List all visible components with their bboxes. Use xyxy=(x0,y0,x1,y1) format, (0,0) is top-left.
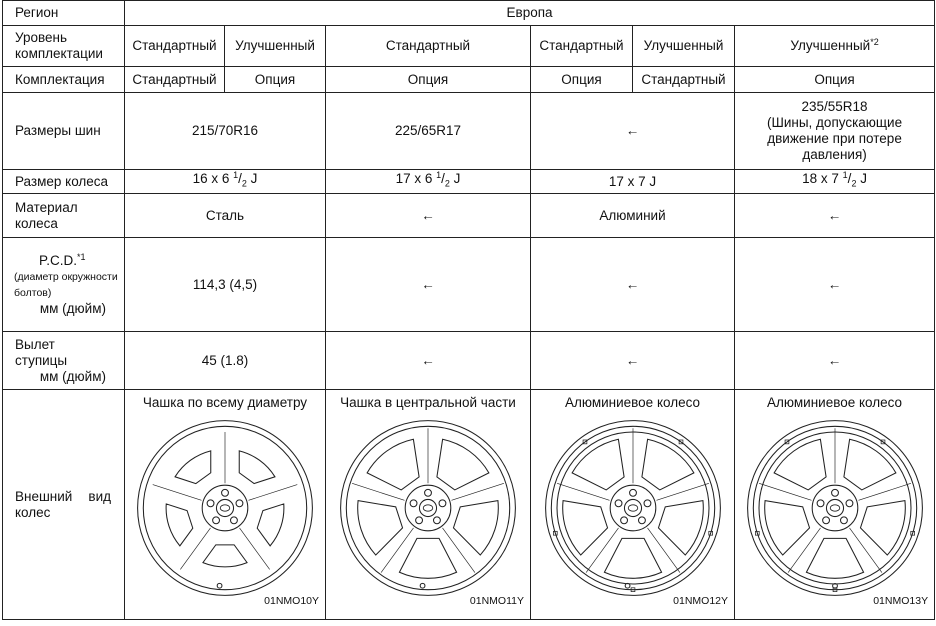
pcd-cell: ← xyxy=(735,238,935,332)
offset-title: Вылет ступицы xyxy=(15,336,68,368)
tire-size-cell: 215/70R16 xyxy=(125,93,326,170)
row-tire-size xyxy=(3,93,935,170)
tire-size-note: (Шины, допускающие движение при потере давления) xyxy=(766,115,903,162)
level-cell: Улучшенный xyxy=(633,26,735,67)
fraction-denominator: 2 xyxy=(444,178,450,189)
level-cell: Стандартный xyxy=(125,26,225,67)
wheel-lug-nut xyxy=(410,500,417,507)
row-appearance xyxy=(3,390,935,620)
wheel-spoke-window xyxy=(658,501,703,555)
wheel-spoke-line xyxy=(759,483,811,500)
row-level xyxy=(3,26,935,67)
wheel-label: Алюминиевое колесо xyxy=(767,395,903,410)
equipment-cell: Стандартный xyxy=(633,67,735,93)
fraction-numerator: 1 xyxy=(842,170,848,181)
material-cell: ← xyxy=(326,194,531,238)
wheel-valve xyxy=(217,583,222,588)
wheel-size-cell: 16 x 6 $^1/_2$ J xyxy=(125,170,326,194)
region-label: Регион xyxy=(3,1,125,26)
wheel-spoke-line xyxy=(858,483,910,500)
wheel-lug-nut xyxy=(207,500,214,507)
pcd-description: (диаметр окружности болтов) xyxy=(14,270,118,299)
wheel-spoke-line xyxy=(248,485,297,501)
wheel-spoke-window xyxy=(572,439,624,490)
wheel-label: Алюминиевое колесо xyxy=(564,395,701,410)
level-value: Улучшенный xyxy=(790,38,871,53)
wheel-spoke-line xyxy=(788,528,820,573)
region-value: Европа xyxy=(125,1,935,26)
pcd-unit: мм (дюйм) xyxy=(39,300,106,316)
level-cell: Стандартный xyxy=(531,26,633,67)
equipment-cell: Опция xyxy=(326,67,531,93)
wheel-hub xyxy=(610,485,656,531)
wheel-lug-nut xyxy=(425,489,432,496)
wheel-spoke-window xyxy=(843,439,895,490)
wheel-spoke-window xyxy=(367,439,419,490)
wheel-spoke-line xyxy=(586,528,618,573)
offset-unit: мм (дюйм) xyxy=(39,368,106,384)
wheel-spoke-window xyxy=(860,501,905,555)
wheel-lug-nut xyxy=(620,517,627,524)
offset-label xyxy=(3,332,125,390)
wheel-valve xyxy=(420,583,425,588)
pcd-cell: ← xyxy=(326,238,531,332)
wheel-emblem xyxy=(423,505,433,511)
wheel-center-cap xyxy=(624,499,641,516)
wheel-spec-table xyxy=(2,0,935,620)
tire-size-cell: 225/65R17 xyxy=(326,93,531,170)
row-material xyxy=(3,194,935,238)
wheel-cell xyxy=(735,390,935,620)
row-wheel-size xyxy=(3,170,935,194)
wheel-cell xyxy=(326,390,531,620)
wheel-spoke-line xyxy=(647,528,679,573)
wheel-image-code: 01NMO13Y xyxy=(873,595,929,607)
level-cell xyxy=(735,26,935,67)
wheel-spoke-line xyxy=(557,483,609,500)
wheel-spoke-window xyxy=(453,501,498,555)
wheel-size-unit: J xyxy=(860,171,867,187)
wheel-lug-nut xyxy=(840,517,847,524)
alloy-wheel-image xyxy=(740,413,930,603)
wheel-spoke-window xyxy=(239,451,275,484)
appearance-title: Внешний вид колес xyxy=(15,488,111,520)
wheel-spoke-line xyxy=(656,483,708,500)
pcd-cell: 114,3 (4,5) xyxy=(125,238,326,332)
wheel-spoke-line xyxy=(849,528,881,573)
full-cover-wheel-image xyxy=(130,413,320,603)
wheel-lug-nut xyxy=(822,517,829,524)
wheel-spoke-window xyxy=(604,538,661,578)
wheel-label: Чашка в центральной части xyxy=(340,395,516,410)
offset-cell: ← xyxy=(531,332,735,390)
wheel-spoke-window xyxy=(806,538,863,578)
wheel-hub xyxy=(405,485,451,531)
wheel-spoke-window xyxy=(774,439,826,490)
pcd-footnote-mark: *1 xyxy=(77,251,86,262)
wheel-size-cell: 18 x 7 $^1/_2$ J xyxy=(735,170,935,194)
wheel-lug-nut xyxy=(416,517,423,524)
wheel-lug-nut xyxy=(629,489,636,496)
wheel-emblem xyxy=(220,505,230,511)
material-cell: Алюминий xyxy=(531,194,735,238)
fraction-numerator: 1 xyxy=(233,170,239,181)
wheel-emblem xyxy=(628,505,638,511)
tire-size-cell: ← xyxy=(531,93,735,170)
wheel-spoke-window xyxy=(562,501,607,555)
wheel-spoke-window xyxy=(175,451,211,484)
wheel-size-main: 17 x 6 xyxy=(395,171,433,187)
wheel-size-cell: 17 x 6 $^1/_2$ J xyxy=(326,170,531,194)
wheel-lug-nut xyxy=(846,500,853,507)
wheel-lug-nut xyxy=(213,517,220,524)
tire-size-cell xyxy=(735,93,935,170)
wheel-spoke-line xyxy=(381,528,413,573)
row-equipment xyxy=(3,67,935,93)
pcd-cell: ← xyxy=(531,238,735,332)
alloy-wheel-image xyxy=(538,413,728,603)
wheel-spoke-line xyxy=(352,483,404,500)
wheel-size-unit: J xyxy=(453,171,461,187)
wheel-size-label: Размер колеса xyxy=(3,170,125,194)
center-cap-wheel-image xyxy=(333,413,523,603)
wheel-hub xyxy=(202,485,248,531)
wheel-lug-nut xyxy=(615,500,622,507)
wheel-spoke-window xyxy=(257,504,284,546)
wheel-lug-nut xyxy=(236,500,243,507)
wheel-lug-nut xyxy=(644,500,651,507)
wheel-image-code: 01NMO10Y xyxy=(264,595,319,607)
equipment-cell: Опция xyxy=(735,67,935,93)
equipment-cell: Опция xyxy=(225,67,326,93)
fraction-denominator: 2 xyxy=(851,178,857,189)
wheel-cell xyxy=(125,390,326,620)
row-region xyxy=(3,1,935,26)
offset-cell: 45 (1.8) xyxy=(125,332,326,390)
level-cell: Улучшенный xyxy=(225,26,326,67)
tire-size-value: 235/55R18 xyxy=(801,99,868,114)
row-pcd xyxy=(3,238,935,332)
wheel-spoke-line xyxy=(153,485,202,501)
wheel-lug-nut xyxy=(817,500,824,507)
wheel-size-cell: 17 x 7 J xyxy=(531,170,735,194)
offset-cell: ← xyxy=(326,332,531,390)
equipment-cell: Опция xyxy=(531,67,633,93)
wheel-lug-nut xyxy=(434,517,441,524)
pcd-label xyxy=(3,238,125,332)
wheel-lug-nut xyxy=(439,500,446,507)
tire-size-label: Размеры шин xyxy=(3,93,125,170)
wheel-spoke-window xyxy=(399,538,456,578)
wheel-spoke-window xyxy=(437,439,489,490)
wheel-spoke-line xyxy=(451,483,503,500)
fraction-numerator: 1 xyxy=(436,170,442,181)
appearance-label xyxy=(3,390,125,620)
row-offset xyxy=(3,332,935,390)
wheel-lug-nut xyxy=(638,517,645,524)
wheel-spoke-window xyxy=(358,501,403,555)
wheel-lug-nut xyxy=(222,489,229,496)
material-cell: Сталь xyxy=(125,194,326,238)
wheel-spoke-window xyxy=(166,504,193,546)
wheel-spoke-window xyxy=(203,545,247,567)
equipment-cell: Стандартный xyxy=(125,67,225,93)
equipment-label: Комплектация xyxy=(3,67,125,93)
wheel-cell xyxy=(531,390,735,620)
wheel-size-main: 18 x 7 xyxy=(802,171,839,187)
offset-cell: ← xyxy=(735,332,935,390)
level-footnote-mark: *2 xyxy=(870,37,879,47)
wheel-image-code: 01NMO11Y xyxy=(469,595,524,607)
wheel-size-unit: J xyxy=(250,171,258,187)
wheel-center-cap xyxy=(216,499,233,516)
wheel-spoke-window xyxy=(641,439,693,490)
wheel-spoke-window xyxy=(764,501,809,555)
material-cell: ← xyxy=(735,194,935,238)
wheel-size-main: 16 x 6 xyxy=(192,171,230,187)
level-label: Уровень комплектации xyxy=(3,26,125,67)
wheel-label: Чашка по всему диаметру xyxy=(142,395,308,410)
wheel-hub xyxy=(812,485,858,531)
wheel-center-cap xyxy=(419,499,436,516)
wheel-lug-nut xyxy=(231,517,238,524)
wheel-emblem xyxy=(830,505,840,511)
wheel-spoke-line xyxy=(443,528,475,573)
material-label: Материал колеса xyxy=(3,194,125,238)
pcd-title: P.C.D. xyxy=(39,252,78,268)
wheel-center-cap xyxy=(826,499,843,516)
level-cell: Стандартный xyxy=(326,26,531,67)
fraction-denominator: 2 xyxy=(241,178,247,189)
wheel-image-code: 01NMO12Y xyxy=(673,595,728,607)
wheel-lug-nut xyxy=(831,489,838,496)
